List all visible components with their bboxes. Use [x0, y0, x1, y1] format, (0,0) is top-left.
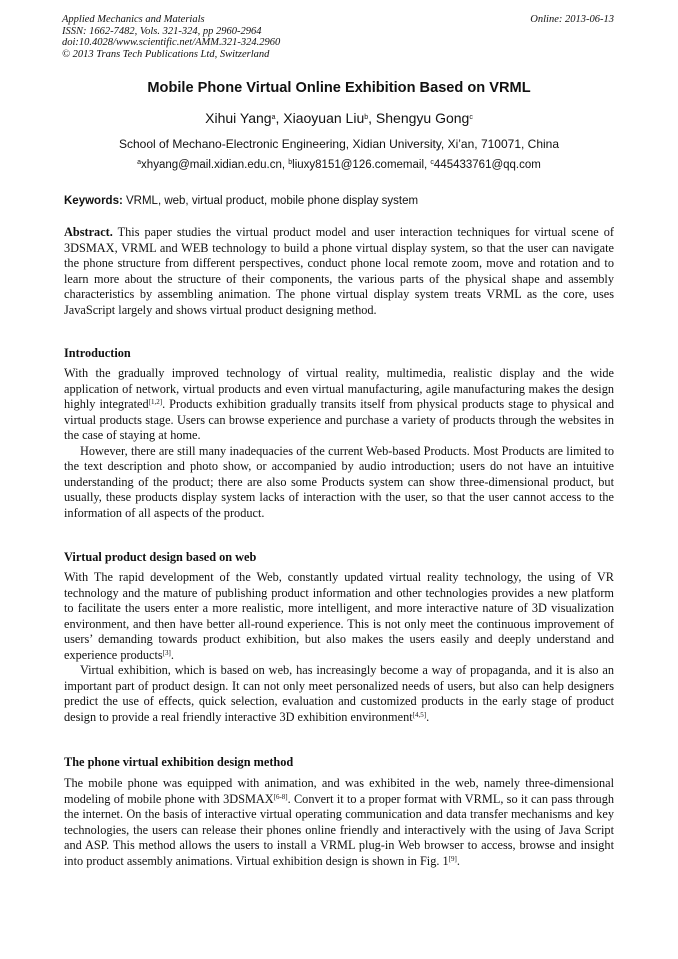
- issn-line: ISSN: 1662-7482, Vols. 321-324, pp 2960-2964: [62, 25, 262, 37]
- author-name: Shengyu Gong: [375, 110, 470, 126]
- abstract: [64, 225, 614, 318]
- email-mark: b: [288, 159, 293, 166]
- section-heading-phone-exhibition-method: The phone virtual exhibition design method: [64, 755, 294, 769]
- section-heading-introduction: Introduction: [64, 346, 131, 360]
- author-name: Xihui Yang: [205, 110, 272, 126]
- section-body-phone-exhibition-method: [64, 776, 614, 869]
- online-date: Online: 2013-06-13: [530, 14, 614, 25]
- journal-name: Applied Mechanics and Materials: [62, 14, 205, 25]
- doi-line: doi:10.4028/www.scientific.net/AMM.321-324.2960: [62, 37, 281, 49]
- citation: [4,5]: [412, 710, 427, 719]
- paragraph: However, there are still many inadequacies of the current Web-based Products. Most Products are limited to the text description and photo show, or accompanied by audio introduction; users do not have an intuitive understanding of the product; there are also some Products system can show three-dimensional product, but usually, these products display system lacks of interaction with the user, so that the user cannot access to the information of all aspects of the product.: [64, 443, 614, 520]
- section-body-introduction: [64, 366, 614, 521]
- paragraph: With the gradually improved technology of virtual reality, multimedia, realistic display and the wide application of network, virtual products and even virtual manufacturing, agile manufacturing makes the design highly integrated[1,2]. Products exhibition gradually transits itself from physical products stage to physical and virtual products stage. Users can browse experience and purchase a variety of products through the websites in the case of staying at home.: [64, 366, 614, 442]
- author-affil-mark: a: [271, 114, 276, 121]
- abstract-text: This paper studies the virtual product model and user interaction techniques for virtual scene of 3DSMAX, VRML and WEB technology to build a phone virtual display system, so that the user can navigate the phone structure from different perspectives, conduct phone local remote zoom, move and rotation and to learn more about the structure of their components, the various parts of the physical shape and assembly characteristics by assembling animation. The phone virtual display system treats VRML as the core, uses JavaScript largely and shows virtual product designing method.: [64, 225, 614, 317]
- email-address: 445433761@qq.com: [433, 159, 541, 171]
- author-list: Xihui Yang$^a$, Xiaoyuan Liu$^b$, Shengyu Gong$^c$: [205, 110, 473, 126]
- email-address: liuxy8151@126.comemail,: [292, 159, 431, 171]
- citation: [1,2]: [148, 398, 163, 406]
- section-heading-virtual-product-design: Virtual product design based on web: [64, 550, 257, 564]
- copyright-line: © 2013 Trans Tech Publications Ltd, Switzerland: [62, 48, 270, 60]
- citation: [9]: [448, 854, 457, 863]
- section-body-virtual-product-design: [64, 570, 614, 725]
- author-affil-mark: c: [469, 114, 473, 121]
- email-mark: c: [430, 159, 434, 166]
- paper-title: Mobile Phone Virtual Online Exhibition Based on VRML: [147, 80, 531, 96]
- journal-header: [62, 14, 280, 60]
- keywords-label: Keywords:: [64, 195, 123, 207]
- abstract-label: Abstract.: [64, 225, 113, 239]
- email-mark: a: [137, 159, 142, 166]
- paragraph: Virtual exhibition, which is based on web, has increasingly become a way of propaganda, and it is also an important part of product design. It can not only meet personalized needs of users, but also can help designers predict the use of effects, quick selection, evaluation and customized products in the early stage of product design to provide a real friendly interactive 3D exhibition environment[4,5].: [64, 663, 614, 724]
- citation: [3]: [162, 648, 171, 657]
- author-affil-mark: b: [364, 114, 369, 121]
- keywords: [64, 195, 614, 207]
- email-list: [0, 159, 678, 171]
- affiliation: School of Mechano-Electronic Engineering, Xidian University, Xi’an, 710071, China: [118, 137, 560, 151]
- paragraph: With The rapid development of the Web, constantly updated virtual reality technology, the using of VR technology and the mature of publishing product information and other technologies provides a new platform to facilitate the users enter a more realistic, more intelligent, and more interactive nature of 3D visualization environment, and then have better all-round experience. This is not only meet the continuous improvement of users’ demanding towards product exhibition, but also makes the users easily and deeply understand and experience products[3].: [64, 570, 614, 662]
- paragraph: The mobile phone was equipped with animation, and was exhibited in the web, namely three-dimensional modeling of mobile phone with 3DSMAX[6-8]. Convert it to a proper format with VRML, so it can pass through the internet. On the basis of interactive virtual operating communication and data transfer mechanisms and key technologies, the users can release their phones online friendly and interactively with the using of Java Script and ASP. This method allows the users to install a VRML plug-in Web browser to access, browse and insight into product assembly animations. Virtual exhibition design is shown in Fig. 1[9].: [64, 776, 614, 868]
- author-name: Xiaoyuan Liu: [283, 110, 365, 126]
- email-address: xhyang@mail.xidian.edu.cn,: [141, 159, 289, 171]
- keywords-text: VRML, web, virtual product, mobile phone display system: [122, 195, 419, 207]
- citation: [6-8]: [273, 792, 288, 801]
